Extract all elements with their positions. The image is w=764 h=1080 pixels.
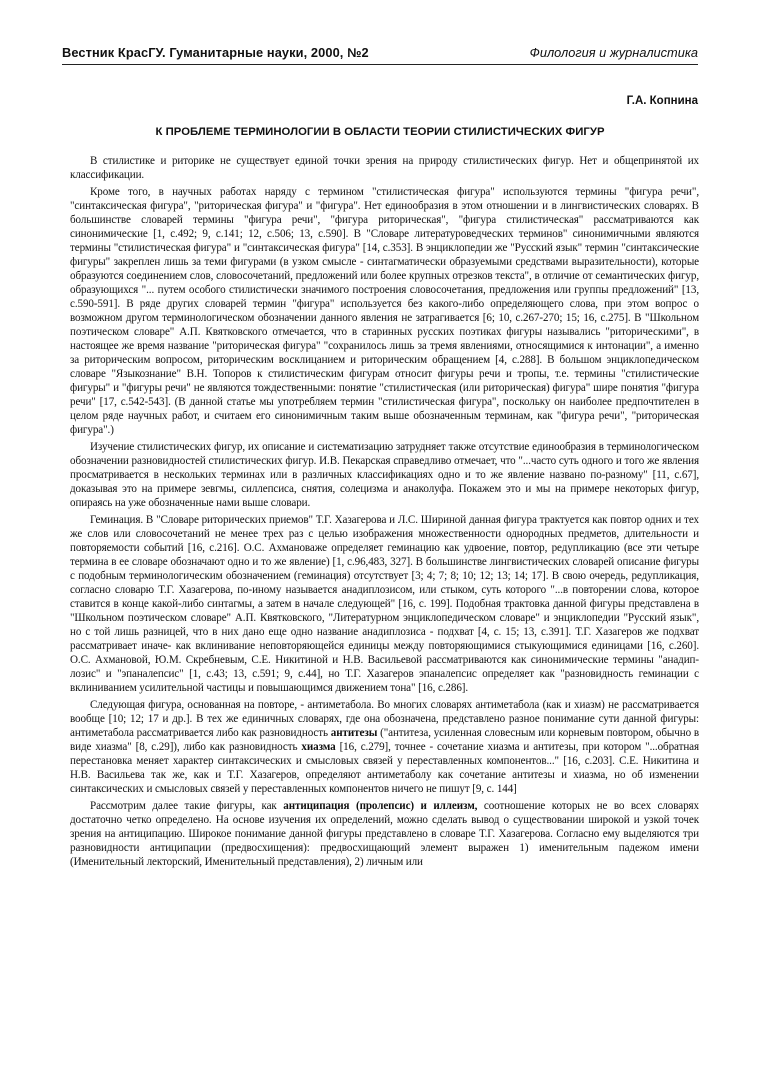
article-author: Г.А. Копнина <box>626 95 698 107</box>
bold-term: антиципация (пролепсис) и иллеизм, <box>283 799 478 812</box>
paragraph <box>70 440 699 510</box>
paragraph-text: В стилистике и риторике не существует единой точки зрения на природу стилистических фигур. Нет и общепринятой их классификации. <box>70 155 699 182</box>
paragraph-text: Следующая фигура, основанная на повторе, - антиметабола. Во многих словарях антиметабола (как и хиазм) не рассматривается вообще [10; 12; 17 и др.]. В тех же единичных словарях, где она обозначена, представлено разное понимание сути данной фигуры: антиметабола рассматривается либо как разновидность <box>70 698 699 739</box>
paragraph-text: Геминация. В "Словаре риторических приемов" Т.Г. Хазагерова и Л.С. Шириной данная фигура трактуется как повтор одних и тех же слов или словосочетаний не менее трех раз с целью изображения множественности однородных предметов, длительности и повторяемости событий [16, с.216]. О.С. Ахмановаже определяет геминацию как удвоение, повтор, редупликацию (все эти четыре термина в ее словаре обозначают одно и то же явление) [1, с.96,483, 327]. В большинстве лингвистических словарей описание фигуры с подобным терминологическим обозначением (геминация) отсутствует [3; 4; 7; 8; 10; 12; 13; 14; 17]. В свою очередь, редупликация, согласно словарю Т.Г. Хазагерова, по-иному называется анадиплозисом, или стыком, суть которого "...в повторении слова, которое ставится в конце какой-либо синтагмы, а затем в начале следующей" [16, с. 199]. Подобная трактовка данной фигуры представлена в "Школьном поэтическом словаре" А.П. Квятковского, "Литературном энциклопедическом словаре" и энциклопедии "Русский язык", но с той лишь разницей, что в них дано еще одно название анадиплозиса - подхват [4, с. 15; 13, с.391]. Т.Г. Хазагеров же подхват рассматривает иначе- как вклинивание неповторяющейся единицы между повторяющимися стыкующимися единицами [16, с.260]. О.С. Ахмановой, Ю.М. Скребневым, С.Е. Никитиной и Н.В. Васильевой рассматриваются как синонимические термины "анадип-лозис" и "эпаналепсис" [1, с.43; 13, с.591; 9, с.44], но Т.Г. Хазагеров эпаналепсис определяет как "разновидность геминации с вклиниванием усилительной частицы и повышающимся движением тона" [16, с.286]. <box>70 513 699 695</box>
paragraph-text: [16, с.279], точнее - сочетание хиазма и антитезы, при котором "...обратная перестановка меняет характер синтаксических и смысловых связей у переставленных компонентов..." [16, с.203]. С.Е. Никитина и Н.В. Васильева так же, как и Т.Г. Хазагеров, определяют антиметаболу как сочетание антитезы и хиазма, но об изменении синтаксических и смысловых связей у переставленных компонентов ничего не пишут [9, с. 144] <box>70 740 699 796</box>
paragraph <box>70 154 699 182</box>
article-body <box>70 154 699 869</box>
bold-term: хиазма <box>301 740 336 753</box>
bold-term: антитезы <box>330 726 378 739</box>
paragraph <box>70 185 699 438</box>
paragraph-text: Рассмотрим далее такие фигуры, как <box>90 799 284 812</box>
paragraph <box>70 513 699 696</box>
section-title: Филология и журналистика <box>529 45 698 60</box>
paragraph-text: соотношение которых не во всех словарях достаточно четко определено. На основе изучения их определений, можно сделать вывод о существовании широкой и узкой точек зрения на антиципацию. Широкое понимание данной фигуры представлено в словаре Т.Г. Хазагерова. Согласно ему выделяются три разновидности антиципации (предвосхищения): предвосхищающий элемент выражен 1) именительным падежом имени (Именительный лекторский, Именительный представления), 2) личным или <box>70 799 699 868</box>
article-title: К ПРОБЛЕМЕ ТЕРМИНОЛОГИИ В ОБЛАСТИ ТЕОРИИ СТИЛИСТИЧЕСКИХ ФИГУР <box>155 126 605 138</box>
paragraph-text: ("антитеза, усиленная словесным или корневым повтором, обычно в виде хиазма" [8, с.29]), либо как разновидность <box>70 726 699 753</box>
paragraph <box>70 799 699 869</box>
paragraph <box>70 698 699 796</box>
running-header <box>62 44 698 65</box>
journal-title: Вестник КрасГУ. Гуманитарные науки, 2000, №2 <box>62 45 369 60</box>
paragraph-text: Кроме того, в научных работах наряду с термином "стилистическая фигура" используются термины "фигура речи", "синтаксическая фигура", "риторическая фигура" и "фигура". Нет единообразия в этом отношении и в лингвистических словарях. В большинстве словарей термины "фигура речи", "фигура риторическая", "фигура стилистическая" рассматриваются как синонимические [1, с.492; 9, с.141; 12, с.506; 13, с.590]. В "Словаре литературоведческих терминов" синонимичными являются термины "стилистическая фигура" и "синтаксическая фигура" [14, с.353]. В энциклопедии же "Русский язык" термин "синтаксические фигуры" закреплен лишь за теми фигурами (в узком смысле - синтагматически образуемыми средствами выразительности), которые образуются соединением слов, словосочетаний, предложений или более крупных отрезков текста", в отличие от семантических фигур, образующихся "... путем особого стилистически значимого построения словосочетания, предложения или группы предложений" [13, с.590-591]. В ряде других словарей термин "фигура" используется без какого-либо определяющего слова, при этом вопрос о возможном другом терминологическом обозначении данного явления не затрагивается [6; 10, с.267-270; 15; 16, с.275]. В "Школьном поэтическом словаре" А.П. Квятковского отмечается, что в старинных русских поэтиках фигуры назывались "риторическими", в настоящее же время название "риторическая фигура" "сохранилось лишь за тремя явлениями, относящимися к интонации", а именно за риторическим вопросом, риторическим восклицанием и риторическим обращением [4, с.288]. В большом энциклопедическом словаре "Языкознание" В.Н. Топоров к стилистическим фигурам относит фигуры речи и тропы, т.е. термины "стилистические фигуры" и "фигуры речи" не являются тождественными: понятие "стилистическая (или риторическая) фигура" шире понятия "фигура речи" [17, с.542-543]. (В данной статье мы употребляем термин "стилистическая фигура", поскольку он наиболее предпочтителен в целом ряде научных работ, и считаем его синонимичным таким выше обозначенным терминам, как "фигура речи", "риторическая фигура".) <box>70 185 699 437</box>
paragraph-text: Изучение стилистических фигур, их описание и систематизацию затрудняет также отсутствие единообразия в терминологическом обозначении разновидностей стилистических фигур. И.В. Пекарская справедливо отмечает, что "...часто суть одного и того же явления просматривается в нескольких терминах или в различных классификациях одно и то же явление названо по-разному" [11, с.67], доказывая это на примере зевгмы, силлепсиса, снятия, солецизма и анаколуфа. Покажем это и мы на примере некоторых фигур, опираясь на уже обозначенные нами выше словари. <box>70 440 699 510</box>
